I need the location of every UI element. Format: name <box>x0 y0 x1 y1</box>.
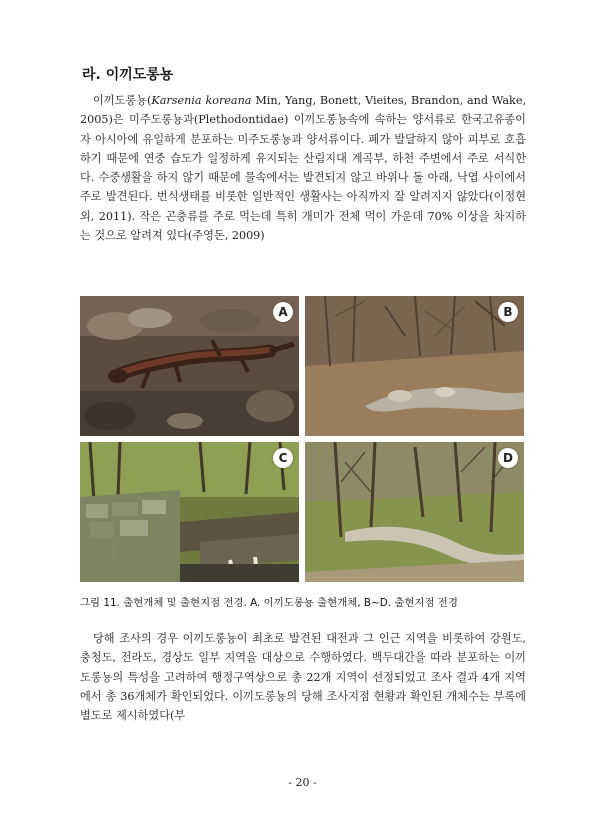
figure-caption: 그림 11. 출현개체 및 출현지점 전경. A. 이끼도롱뇽 출현개체, B~D. 출현지점 전경 <box>80 597 458 609</box>
intro-paragraph <box>80 91 526 245</box>
panel-label-d: D <box>498 448 518 468</box>
salamander-image <box>80 296 299 436</box>
forest-stream-image-b <box>305 296 524 436</box>
habitat-photo-d <box>305 442 524 582</box>
intro-text-start: 이끼도롱뇽( <box>93 94 152 107</box>
photo-figure <box>80 296 526 582</box>
panel-label-b: B <box>498 302 518 322</box>
salamander-photo <box>80 296 299 436</box>
panel-label-c: C <box>273 448 293 468</box>
panel-label-a: A <box>273 302 293 322</box>
survey-paragraph: 당해 조사의 경우 이끼도롱뇽이 최초로 발견된 대전과 그 인근 지역을 비롯하여 강원도, 충청도, 전라도, 경상도 일부 지역을 대상으로 수행하였다. 백두대간을 따라 분포하는 이끼도롱뇽의 특성을 고려하여 행정구역상으로 총 22개 지역이 선정되었고 조사 결과 4개 지역에서 총 36개체가 확인되었다. 이끼도롱뇽의 당해 조사지점 현황과 확인된 개체수는 부록에 별도로 제시하였다(부 <box>80 632 526 723</box>
woodland-stream-image-d <box>305 442 524 582</box>
stone-wall-stream-image-c <box>80 442 299 582</box>
species-name: Karsenia koreana <box>151 94 252 107</box>
intro-text-rest: Min, Yang, Bonett, Vieites, Brandon, and Wake, 2005)은 미주도롱뇽과(Plethodontidae) 이끼도롱뇽속에 속하는 양서류로 한국고유종이자 아시아에 유일하게 분포하는 미주도롱뇽과 양서류이다. 폐가 발달하지 않아 피부로 호흡하기 때문에 연중 습도가 일정하게 유지되는 산림지대 계곡부, 하천 주변에서 주로 서식한다. 수중생활을 하지 않기 때문에 물속에서는 발견되지 않고 바위나 돌 아래, 낙엽 사이에서 주로 발견된다. 번식생태를 비롯한 일반적인 생활사는 아직까지 잘 알려지지 않았다(이정현 외, 2011). 작은 곤충류를 주로 먹는데 특히 개미가 전체 먹이 가운데 70% 이상을 차지하는 것으로 알려져 있다(주영돈, 2009) <box>80 94 526 243</box>
section-heading: 라. 이끼도롱뇽 <box>82 67 174 83</box>
habitat-photo-b <box>305 296 524 436</box>
page-number: - 20 - <box>288 776 317 789</box>
habitat-photo-c <box>80 442 299 582</box>
